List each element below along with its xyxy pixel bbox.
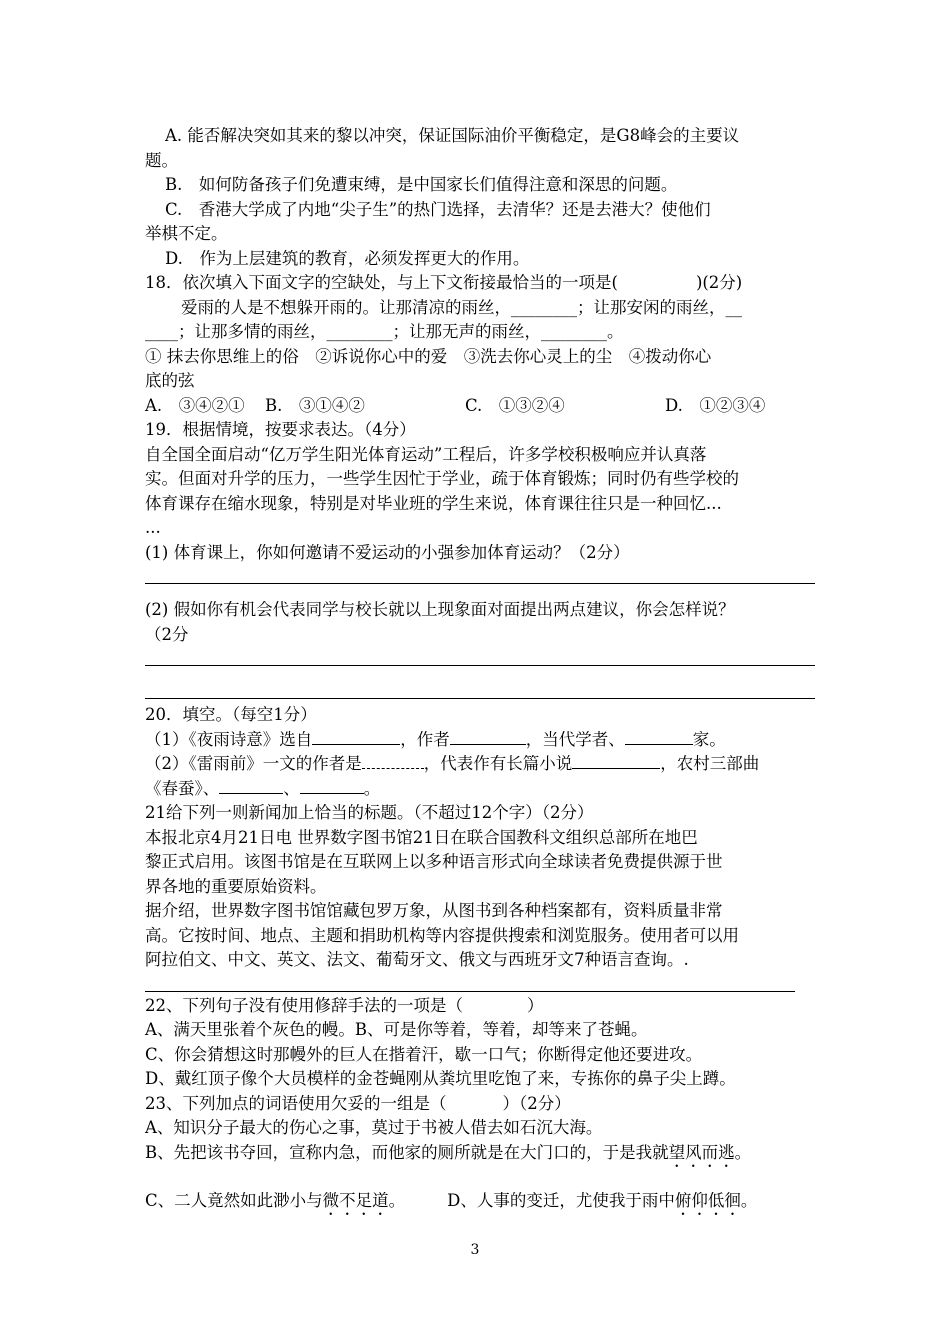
question-18-stem bbox=[145, 271, 815, 296]
stem-text: 23、下列加点的词语使用欠妥的一组是（ bbox=[145, 1093, 447, 1113]
stem-text: 22、下列句子没有使用修辞手法的一项是（ bbox=[145, 995, 463, 1015]
dotted-phrase: 石沉大海 bbox=[519, 1118, 586, 1137]
news-line4: 据介绍，世界数字图书馆馆藏包罗万象，从图书到各种档案都有，资料质量非常 bbox=[145, 901, 723, 920]
answer-line[interactable] bbox=[145, 680, 815, 699]
fill-blank[interactable] bbox=[312, 728, 400, 745]
fill-text: 家。 bbox=[692, 729, 726, 749]
fill-line2 bbox=[145, 752, 815, 777]
option-b bbox=[145, 1141, 815, 1171]
answer-line[interactable] bbox=[145, 647, 815, 666]
fill-blank[interactable] bbox=[450, 728, 526, 745]
exam-page bbox=[145, 124, 815, 1219]
fill-blank[interactable] bbox=[625, 728, 693, 745]
sub-question-2-line1: (2) 假如你有机会代表同学与校长就以上现象面对面提出两点建议，你会怎样说？ bbox=[145, 600, 735, 619]
choice-a: A. ③④②① bbox=[145, 395, 245, 415]
question-23 bbox=[145, 1092, 815, 1219]
news-line1: 本报北京4月21日电 世界数字图书馆21日在联合国教科文组织总部所在地巴 bbox=[145, 827, 698, 847]
fill-text: 《春蚕》、 bbox=[145, 778, 220, 798]
news-line6: 阿拉伯文、中文、英文、法文、葡萄牙文、俄文与西班牙文7种语言查询。. bbox=[145, 950, 689, 969]
option-b: B. 如何防备孩子们免遭束缚，是中国家长们值得注意和深思的问题。 bbox=[165, 175, 678, 194]
question-23-stem bbox=[145, 1092, 815, 1117]
sentence-options-line1: ① 抹去你思维上的俗 ②诉说你心中的爱 ③洗去你心灵上的尘 ④拨动你心 bbox=[145, 346, 712, 366]
question-19-stem: 19．根据情境，按要求表达。（4分） bbox=[145, 420, 416, 439]
sentence-options-line2: 底的弦 bbox=[145, 371, 195, 390]
fill-text: ，代表作有长篇小说 bbox=[423, 754, 573, 773]
news-line5: 高。它按时间、地点、主题和捐助机构等内容提供搜索和浏览服务。使用者可以用 bbox=[145, 925, 739, 945]
option-d: D. 作为上层建筑的教育，必须发挥更大的作用。 bbox=[165, 248, 530, 268]
option-d: D、戴红顶子像个大员模样的金苍蝇刚从粪坑里吃饱了来，专拣你的鼻子尖上蹲。 bbox=[145, 1069, 736, 1088]
news-line2: 黎正式启用。该图书馆是在互联网上以多种语言形式向全球读者免费提供源于世 bbox=[145, 852, 723, 871]
option-text: A、知识分子最大的伤心之事，莫过于书被人借去如 bbox=[145, 1118, 520, 1137]
option-a bbox=[145, 1116, 815, 1141]
stem-text: 18．依次填入下面文字的空缺处，与上下文衔接最恰当的一项是( bbox=[145, 273, 618, 292]
fill-blank[interactable] bbox=[572, 752, 660, 769]
fill-text: 、 bbox=[283, 778, 300, 798]
fill-text: 。 bbox=[363, 778, 381, 798]
fill-line1 bbox=[145, 728, 815, 753]
dotted-phrase: 望风而逃 bbox=[668, 1142, 735, 1162]
material-line1: 自全国全面启动“亿万学生阳光体育运动”工程后，许多学校积极响应并认真落 bbox=[145, 444, 707, 464]
score-text: ）（2分） bbox=[502, 1093, 571, 1113]
choice-b: B. ③①④② bbox=[265, 395, 365, 415]
fill-text: ，农村三部曲 bbox=[660, 754, 760, 773]
question-21 bbox=[145, 801, 815, 992]
option-c: C、你会猜想这时那幔外的巨人在揩着汗，歇一口气；你断得定他还要进攻。 bbox=[145, 1044, 703, 1064]
option-cd bbox=[145, 1189, 815, 1219]
question-20 bbox=[145, 703, 815, 801]
fill-blank[interactable] bbox=[219, 777, 283, 794]
fill-blank[interactable] bbox=[362, 752, 424, 769]
choices bbox=[145, 394, 815, 419]
question-18 bbox=[145, 271, 815, 418]
sub-question-2-line2: （2分 bbox=[145, 624, 189, 644]
question-22 bbox=[145, 994, 815, 1092]
material-line4: ... bbox=[145, 518, 161, 537]
option-text: B、先把该书夺回，宣称内急，而他家的厕所就是在大门口的，于是我就 bbox=[145, 1142, 669, 1162]
question-17-options bbox=[145, 124, 815, 271]
question-22-stem bbox=[145, 994, 815, 1019]
dotted-phrase: 微不足道 bbox=[322, 1190, 389, 1210]
page-number: 3 bbox=[470, 1242, 480, 1258]
question-20-stem: 20．填空。（每空1分） bbox=[145, 705, 317, 724]
fill-line3 bbox=[145, 777, 815, 802]
fill-blank[interactable] bbox=[300, 777, 364, 794]
option-a-line2: 题。 bbox=[145, 150, 178, 170]
answer-line[interactable] bbox=[145, 973, 795, 992]
stem-text: ） bbox=[527, 995, 544, 1015]
question-19 bbox=[145, 418, 815, 699]
news-line3: 界各地的重要原始资料。 bbox=[145, 876, 327, 896]
spacer bbox=[145, 1171, 815, 1189]
material-line3: 体育课存在缩水现象，特别是对毕业班的学生来说，体育课往往只是一种回忆... bbox=[145, 493, 722, 513]
sub-question-1: (1) 体育课上，你如何邀请不爱运动的小强参加体育运动？（2分） bbox=[145, 542, 630, 562]
option-text: 。 bbox=[734, 1142, 752, 1162]
choice-c: C. ①③②④ bbox=[465, 395, 565, 415]
option-ab: A、满天里张着个灰色的幔。B、可是你等着，等着，却等来了苍蝇。 bbox=[145, 1020, 648, 1039]
option-c-line1: C. 香港大学成了内地“尖子生”的热门选择，去清华？还是去港大？使他们 bbox=[165, 199, 711, 219]
option-c-line2: 举棋不定。 bbox=[145, 224, 228, 243]
fill-text: ，当代学者、 bbox=[525, 729, 625, 749]
fill-text: ，作者 bbox=[400, 729, 450, 749]
option-text: 。 bbox=[388, 1190, 406, 1210]
passage-line2: ____；让那多情的雨丝，________；让那无声的雨丝，________。 bbox=[145, 322, 624, 341]
option-text: D、人事的变迁，尤使我于雨中 bbox=[447, 1190, 675, 1210]
option-a-line1: A. 能否解决突如其来的黎以冲突，保证国际油价平衡稳定，是G8峰会的主要议 bbox=[165, 126, 740, 145]
fill-text: （1）《夜雨诗意》选自 bbox=[145, 729, 313, 749]
passage-line1: 爱雨的人是不想躲开雨的。让那清凉的雨丝，________；让那安闲的雨丝，__ bbox=[181, 297, 742, 317]
fill-text: （2）《雷雨前》一文的作者是 bbox=[145, 754, 362, 773]
material-line2: 实。但面对升学的压力，一些学生因忙于学业，疏于体育锻炼；同时仍有些学校的 bbox=[145, 469, 739, 488]
option-text: 。 bbox=[585, 1118, 603, 1137]
answer-line[interactable] bbox=[145, 565, 815, 584]
choice-d: D. ①②③④ bbox=[665, 395, 766, 415]
dotted-phrase: 俯仰低徊 bbox=[674, 1190, 741, 1210]
option-text: 。 bbox=[740, 1190, 758, 1210]
score-text: )(2分) bbox=[695, 273, 743, 292]
option-text: C、二人竟然如此渺小与 bbox=[145, 1190, 323, 1210]
question-21-stem: 21给下列一则新闻加上恰当的标题。（不超过12个字）（2分） bbox=[145, 803, 594, 822]
